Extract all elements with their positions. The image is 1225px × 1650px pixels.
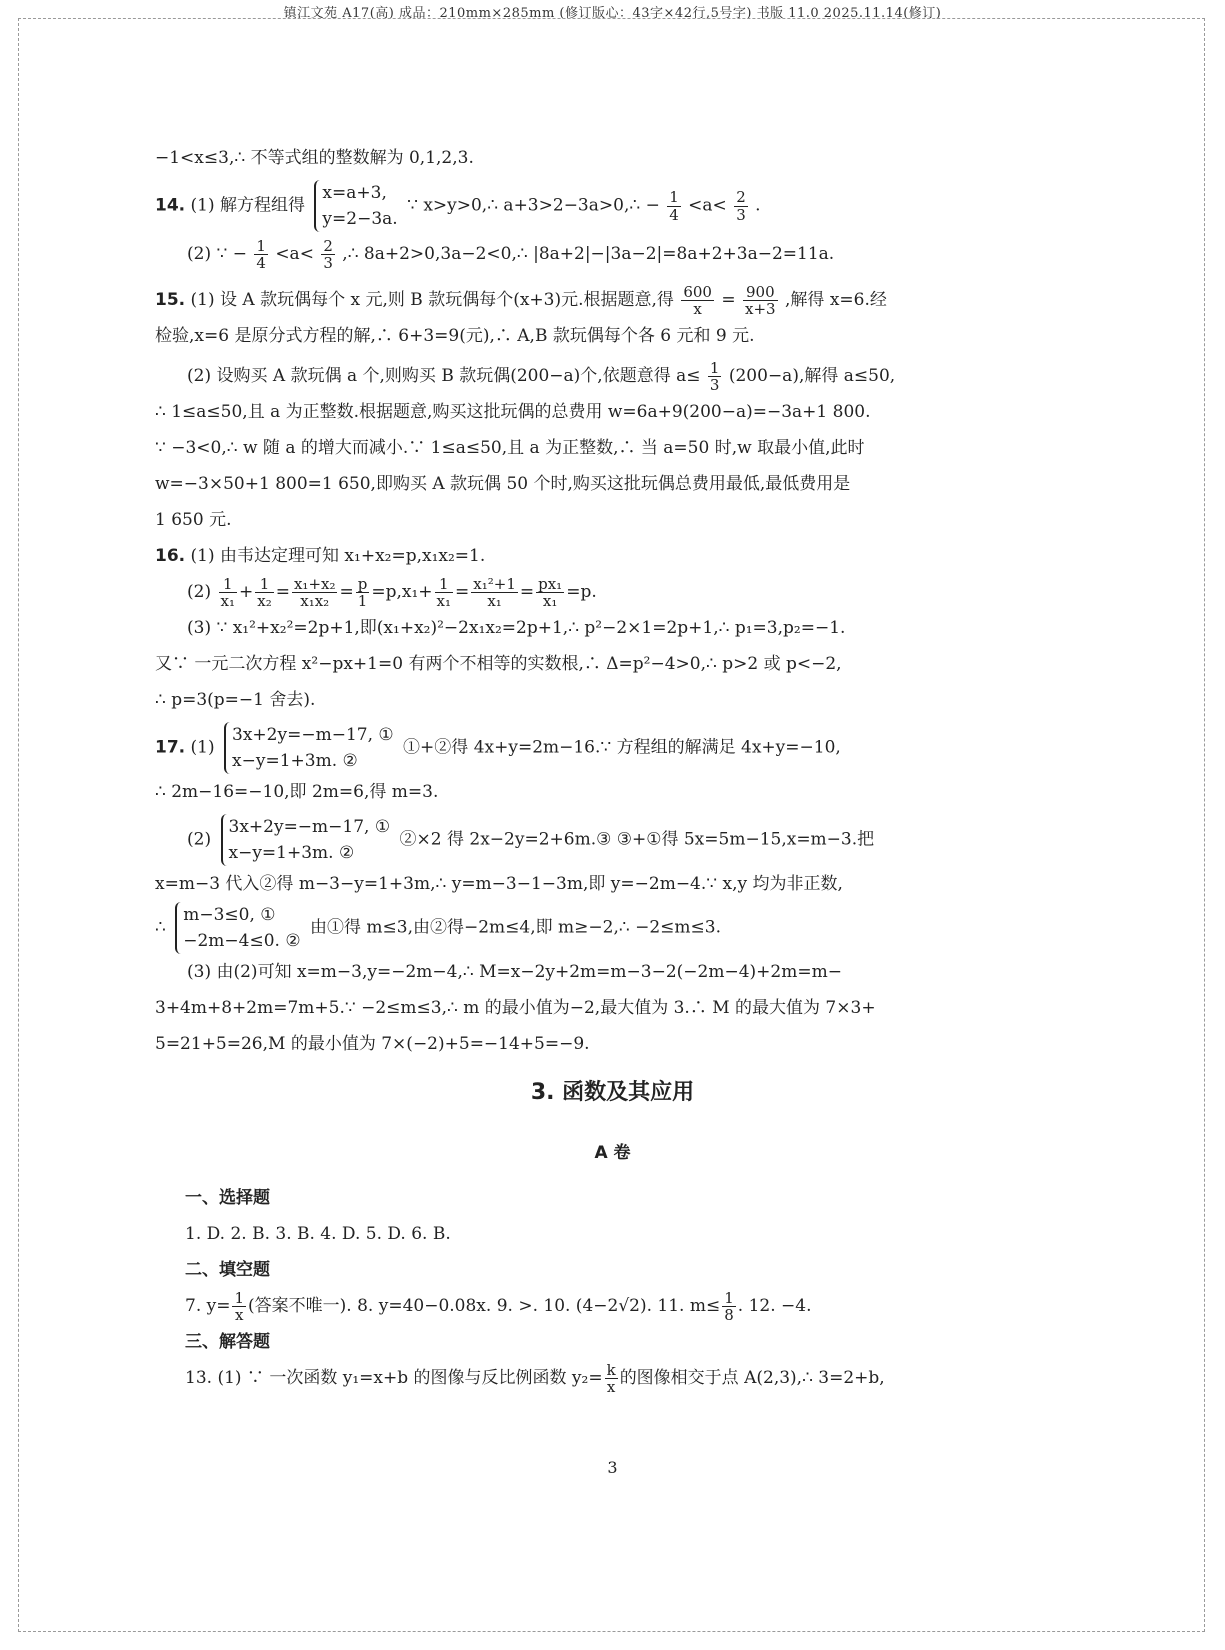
- fraction: $\frac{1}{4}$: [256, 236, 266, 272]
- equation: 3x+2y=−m−17, ①: [228, 817, 391, 837]
- answer-key: [185, 1180, 1065, 1396]
- inequality: m−3≤0, ①: [183, 905, 276, 925]
- text: ,解得 x=6.经: [785, 290, 887, 310]
- equation-system: [224, 722, 394, 774]
- text-line: 又∵ 一元二次方程 x²−px+1=0 有两个不相等的实数根,∴ Δ=p²−4>0,∴ p>2 或 p<−2,: [155, 654, 842, 674]
- question-number: 15.: [155, 290, 186, 310]
- text: (2) 设购买 A 款玩偶 a 个,则购买 B 款玩偶(200−a)个,依题意得 a≤: [187, 366, 701, 386]
- equation: x−y=1+3m. ②: [228, 843, 355, 863]
- fraction: $\frac{900}{x+3}$: [745, 282, 776, 318]
- text-line: ∵ −3<0,∴ w 随 a 的增大而减小.∵ 1≤a≤50,且 a 为正整数,∴ 当 a=50 时,w 取最小值,此时: [155, 438, 865, 458]
- section-title: 3. 函数及其应用: [530, 1080, 695, 1105]
- text: (1) 设 A 款玩偶每个 x 元,则 B 款玩偶每个(x+3)元.根据题意,得: [190, 290, 674, 310]
- text: (1): [190, 737, 215, 758]
- text: <a<: [688, 195, 727, 216]
- equation: x−y=1+3m. ②: [232, 751, 358, 771]
- text: .: [755, 195, 761, 216]
- text-line: −1<x≤3,∴ 不等式组的整数解为 0,1,2,3.: [155, 148, 474, 168]
- answer-line: 7. y= $\frac{1}{x}$ (答案不唯一). 8. y=40−0.08x. 9. >. 10. (4−2√2). 11. m≤ $\frac{1}{8}$ . 12. −4.: [185, 1288, 812, 1324]
- fraction: $\frac{1}{3}$: [709, 358, 720, 394]
- text: <a<: [275, 244, 314, 264]
- fraction: $\frac{\text{px₁}}{\text{x₁}}$: [538, 574, 563, 610]
- question-number: 16.: [155, 546, 186, 566]
- text: (1) 由韦达定理可知 x₁+x₂=p,x₁x₂=1.: [190, 546, 486, 566]
- inequality: −2m−4≤0. ②: [183, 931, 301, 951]
- text-line: 3+4m+8+2m=7m+5.∵ −2≤m≤3,∴ m 的最小值为−2,最大值为 3.∴ M 的最大值为 7×3+: [155, 998, 876, 1018]
- q16-part2: (2) $\frac{1}{\text{x₁}}$ + $\frac{1}{\text{x₂}}$ = $\frac{\text{x₁+x₂}}{\text{x₁x₂}}$ = $\frac{p}{1}$ =p,x₁+ $\frac{1}{\text{x₁}}$ = $\frac{\text{x₁²+1}}{\text{x₁}}$ = $\frac{\text{px₁}}{\text{x₁}}$ =p.: [187, 574, 597, 610]
- text-line: (3) 由(2)可知 x=m−3,y=−2m−4,∴ M=x−2y+2m=m−3−2(−2m−4)+2m=m−: [187, 962, 842, 982]
- fraction: $\frac{1}{\text{x₂}}$: [257, 574, 272, 610]
- q16-part1: [155, 538, 1075, 574]
- section-heading: 一、选择题: [185, 1188, 270, 1208]
- text: 由①得 m≤3,由②得−2m≤4,即 m≥−2,∴ −2≤m≤3.: [310, 917, 721, 938]
- text-line: ∴ 2m−16=−10,即 2m=6,得 m=3.: [155, 782, 439, 802]
- q14-part2: [155, 236, 1075, 272]
- text: ②×2 得 2x−2y=2+6m.③ ③+①得 5x=5m−15,x=m−3.把: [399, 829, 875, 850]
- text: (1) 解方程组得: [190, 195, 306, 216]
- q17-part2-system: [155, 902, 1075, 954]
- q15-part2: [155, 358, 1075, 394]
- fraction: $\frac{1}{4}$: [669, 188, 679, 224]
- section-heading: 二、填空题: [185, 1260, 270, 1280]
- fraction: $\frac{p}{1}$: [357, 574, 368, 610]
- text-line: (3) ∵ x₁²+x₂²=2p+1,即(x₁+x₂)²−2x₁x₂=2p+1,∴ p²−2×1=2p+1,∴ p₁=3,p₂=−1.: [187, 618, 846, 638]
- fraction: $\frac{1}{\text{x₁}}$: [220, 574, 235, 610]
- question-number: 17.: [155, 737, 186, 758]
- print-header: 镇江文苑 A17(高) 成品：210mm×285mm (修订版心：43字×42行,5号字) 书版 11.0 2025.11.14(修订): [283, 6, 942, 21]
- text: ①+②得 4x+y=2m−16.∵ 方程组的解满足 4x+y=−10,: [403, 737, 841, 758]
- text-line: x=m−3 代入②得 m−3−y=1+3m,∴ y=m−3−1−3m,即 y=−2m−4.∵ x,y 均为非正数,: [155, 874, 843, 894]
- question-number: 14.: [155, 195, 186, 216]
- text: (2) ∵ −: [187, 244, 247, 264]
- answer-body: [155, 140, 1075, 1062]
- q17-part2: [155, 814, 1075, 866]
- text: (2): [187, 582, 212, 602]
- fraction: $\frac{1}{x}$: [234, 1288, 245, 1324]
- equation-system: [221, 814, 391, 866]
- text-line: 5=21+5=26,M 的最小值为 7×(−2)+5=−14+5=−9.: [155, 1034, 590, 1054]
- answer-line: 13. (1) ∵ 一次函数 y₁=x+b 的图像与反比例函数 y₂= $\frac{k}{x}$ 的图像相交于点 A(2,3),∴ 3=2+b,: [185, 1360, 885, 1396]
- text-line: 检验,x=6 是原分式方程的解,∴ 6+3=9(元),∴ A,B 款玩偶每个各 6 元和 9 元.: [155, 326, 755, 346]
- text: ,∴ 8a+2>0,3a−2<0,∴ |8a+2|−|3a−2|=8a+2+3a−2=11a.: [342, 244, 835, 264]
- text-line: ∴ 1≤a≤50,且 a 为正整数.根据题意,购买这批玩偶的总费用 w=6a+9(200−a)=−3a+1 800.: [155, 402, 871, 422]
- fraction: $\frac{k}{x}$: [606, 1360, 616, 1396]
- q15-part1: [155, 282, 1075, 318]
- answer-line: 1. D. 2. B. 3. B. 4. D. 5. D. 6. B.: [185, 1224, 451, 1244]
- text: ∴: [155, 917, 166, 938]
- subsection-title: A 卷: [594, 1143, 631, 1163]
- fraction: $\frac{1}{\text{x₁}}$: [436, 574, 452, 610]
- fraction: $\frac{2}{3}$: [323, 236, 333, 272]
- q17-part1: [155, 722, 1075, 774]
- inequality-system: [175, 902, 300, 954]
- fraction: $\frac{\text{x₁²+1}}{\text{x₁}}$: [473, 574, 516, 610]
- text-line: w=−3×50+1 800=1 650,即购买 A 款玩偶 50 个时,购买这批玩偶总费用最低,最低费用是: [155, 474, 851, 494]
- q14-part1: [155, 180, 1075, 232]
- text-line: 1 650 元.: [155, 510, 232, 530]
- text: (200−a),解得 a≤50,: [728, 366, 896, 386]
- section-heading: 三、解答题: [185, 1332, 270, 1352]
- equation-system: [314, 180, 397, 232]
- text-line: ∴ p=3(p=−1 舍去).: [155, 690, 316, 710]
- equation: 3x+2y=−m−17, ①: [232, 725, 394, 745]
- text: =: [721, 290, 736, 310]
- page-number: 3: [607, 1458, 618, 1477]
- fraction: $\frac{600}{x}$: [683, 282, 712, 318]
- text: (2): [187, 829, 212, 850]
- fraction: $\frac{1}{8}$: [724, 1288, 734, 1324]
- equation: x=a+3,: [322, 183, 387, 203]
- text: ∵ x>y>0,∴ a+3>2−3a>0,∴ −: [407, 195, 660, 216]
- fraction: $\frac{2}{3}$: [736, 188, 746, 224]
- equation: y=2−3a.: [322, 209, 398, 229]
- fraction: $\frac{\text{x₁+x₂}}{\text{x₁x₂}}$: [293, 574, 336, 610]
